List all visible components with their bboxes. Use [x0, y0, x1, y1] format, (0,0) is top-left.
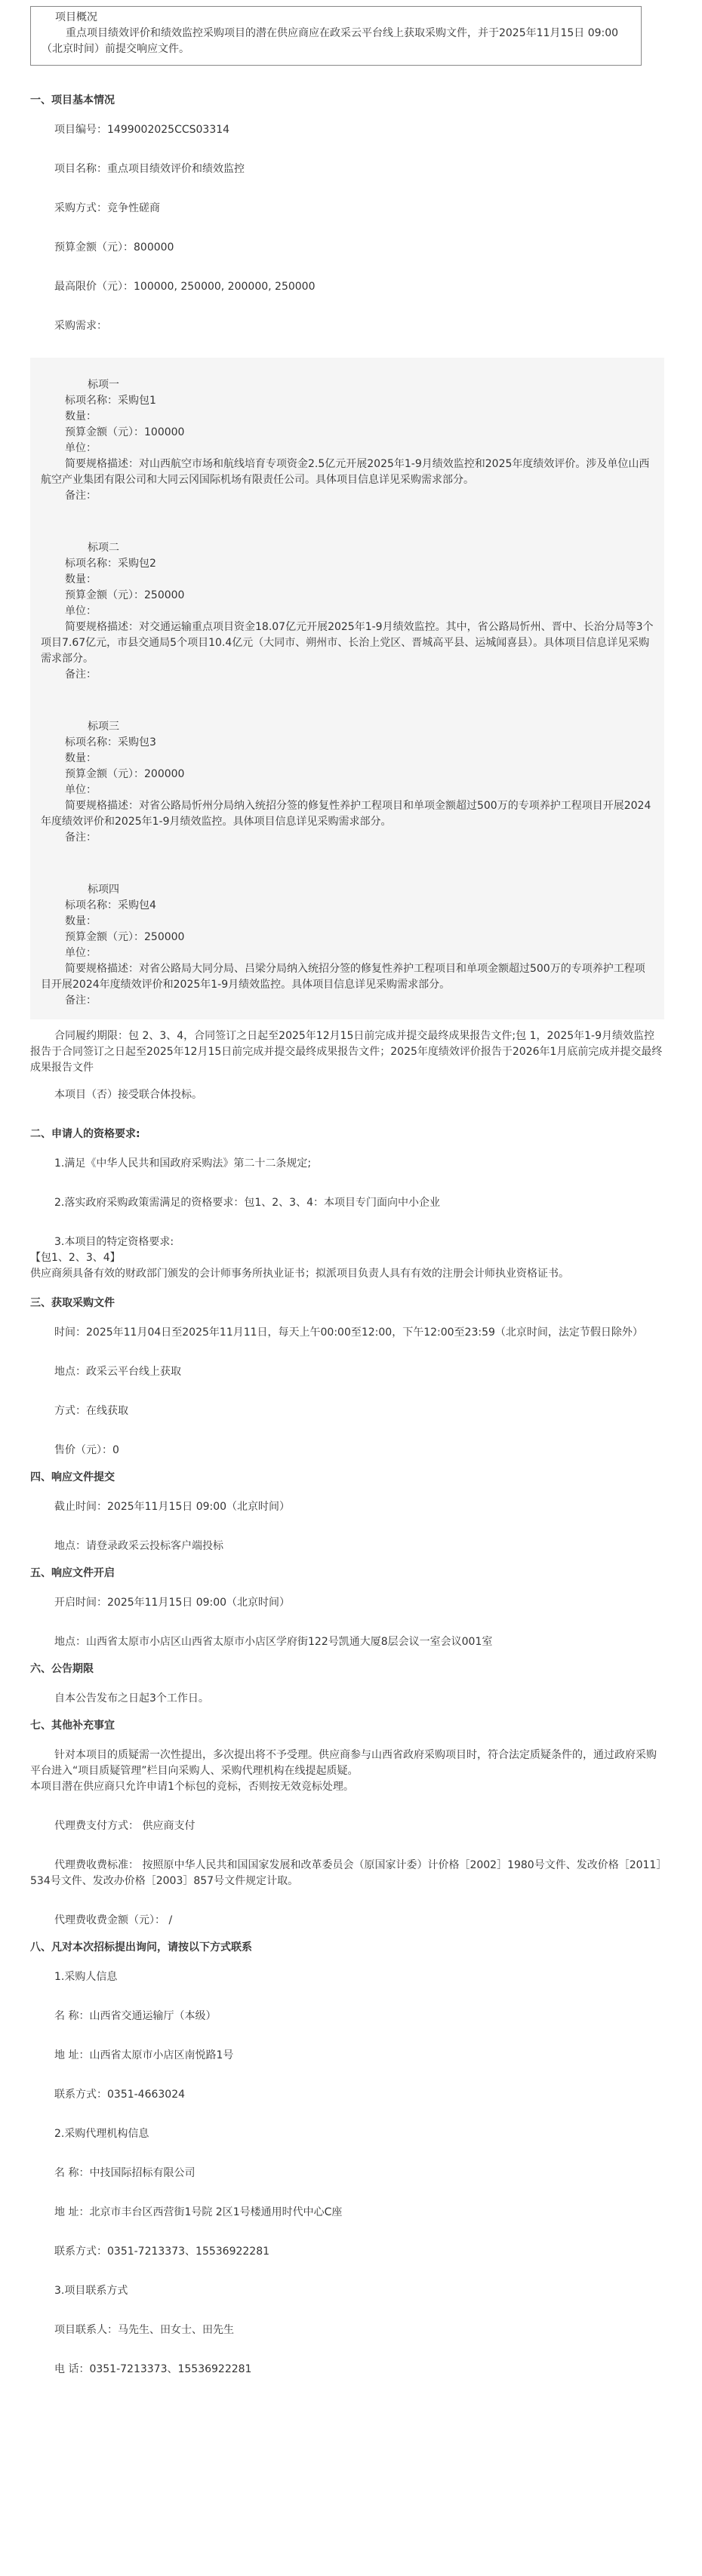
agency-fee-payment: 代理费支付方式： 供应商支付 — [54, 1820, 196, 1832]
section-1-heading: 一、项目基本情况 — [30, 94, 115, 106]
lot-quantity: 数量： — [65, 915, 97, 927]
project-summary-box — [30, 6, 642, 66]
lot-note: 备注： — [65, 669, 97, 681]
buyer-info-title: 1.采购人信息 — [54, 1971, 118, 1983]
project-contact-phone: 电 话：0351-7213373、15536922281 — [54, 2363, 252, 2375]
acquire-place: 地点：政采云平台线上获取 — [54, 1366, 181, 1378]
buyer-address: 地 址：山西省太原市小店区南悦路1号 — [54, 2049, 234, 2061]
section-6-heading: 六、公告期限 — [30, 1663, 94, 1675]
lot-name: 标项名称：采购包3 — [65, 736, 156, 749]
lot-item — [41, 719, 654, 846]
summary-title: 项目概况 — [55, 11, 97, 23]
qualification-3-packages: 【包1、2、3、4】 — [30, 1252, 121, 1264]
lot-quantity: 数量： — [65, 573, 97, 586]
project-number: 项目编号：1499002025CCS03314 — [54, 124, 230, 136]
consortium-note: 本项目（否）接受联合体投标。 — [54, 1089, 202, 1101]
lot-unit: 单位： — [65, 605, 97, 617]
section-4-heading: 四、响应文件提交 — [30, 1471, 115, 1483]
section-8-heading: 八、凡对本次招标提出询问，请按以下方式联系 — [30, 1941, 252, 1954]
lot-name: 标项名称：采购包1 — [65, 395, 156, 407]
section-3-heading: 三、获取采购文件 — [30, 1297, 115, 1309]
submit-deadline: 截止时间：2025年11月15日 09:00（北京时间） — [54, 1501, 291, 1513]
lot-unit: 单位： — [65, 784, 97, 796]
max-price: 最高限价（元）：100000, 250000, 200000, 250000 — [54, 281, 316, 293]
agency-fee-basis: 代理费收费标准： 按照原中华人民共和国国家发展和改革委员会（原国家计委）计价格［2002］1980号文件、发改价格［2011］534号文件、发改办价格［2003］857号文件规定计取。 — [30, 1859, 662, 1887]
procurement-demand-label: 采购需求： — [54, 320, 107, 332]
notice-period: 自本公告发布之日起3个工作日。 — [54, 1692, 209, 1705]
lot-budget: 预算金额（元）：250000 — [65, 589, 185, 601]
qualification-3-text: 供应商须具备有效的财政部门颁发的会计师事务所执业证书；拟派项目负责人具有有效的注册会计师执业资格证书。 — [30, 1268, 569, 1280]
agent-info-title: 2.采购代理机构信息 — [54, 2128, 149, 2140]
lot-name: 标项名称：采购包2 — [65, 558, 156, 570]
agent-phone: 联系方式：0351-7213373、15536922281 — [54, 2246, 270, 2258]
lot-title: 标项三 — [88, 721, 119, 733]
lot-name: 标项名称：采购包4 — [65, 899, 156, 911]
contract-period: 合同履约期限：包 2、3、4，合同签订之日起至2025年12月15日前完成并提交最终成果报告文件;包 1，2025年1-9月绩效监控报告于合同签订之日起至2025年12月15日前完成并提交最终成果报告文件；2025年度绩效评价报告于2026年1月底前完成并提交最终成果报告文件 — [30, 1030, 663, 1074]
project-name: 项目名称：重点项目绩效评价和绩效监控 — [54, 163, 245, 175]
lot-item — [41, 540, 654, 683]
lot-budget: 预算金额（元）：200000 — [65, 768, 185, 780]
procurement-method: 采购方式：竞争性磋商 — [54, 202, 160, 214]
submit-place: 地点：请登录政采云投标客户端投标 — [54, 1540, 223, 1552]
announcement-page — [30, 6, 664, 2401]
summary-text: 重点项目绩效评价和绩效监控采购项目的潜在供应商应在政采云平台线上获取采购文件，并于2025年11月15日 09:00（北京时间）前提交响应文件。 — [42, 27, 619, 55]
qualification-2: 2.落实政府采购政策需满足的资格要求：包1、2、3、4：本项目专门面向中小企业 — [54, 1197, 440, 1209]
buyer-name: 名 称：山西省交通运输厅（本级） — [54, 2010, 217, 2022]
lot-description: 简要规格描述：对省公路局大同分局、吕梁分局纳入统招分签的修复性养护工程项目和单项金额超过500万的专项养护工程项目开展2024年度绩效评价和2025年1-9月绩效监控。具体项目信息详见采购需求部分。 — [41, 963, 645, 991]
lot-title: 标项一 — [88, 379, 119, 391]
lot-unit: 单位： — [65, 947, 97, 959]
project-contact-people: 项目联系人：马先生、田女士、田先生 — [54, 2324, 234, 2336]
lot-budget: 预算金额（元）：250000 — [65, 931, 185, 943]
lot-title: 标项四 — [88, 884, 119, 896]
opening-time: 开启时间：2025年11月15日 09:00（北京时间） — [54, 1597, 291, 1609]
bid-limit-rule: 本项目潜在供应商只允许申请1个标包的竞标，否则按无效竞标处理。 — [30, 1781, 354, 1793]
section-2-heading: 二、申请人的资格要求: — [30, 1128, 140, 1140]
lot-item — [41, 882, 654, 1009]
acquire-time: 时间：2025年11月04日至2025年11月11日，每天上午00:00至12:00，下午12:00至23:59（北京时间，法定节假日除外） — [54, 1326, 643, 1339]
project-contact-title: 3.项目联系方式 — [54, 2285, 128, 2297]
lots-box — [30, 358, 664, 1019]
agent-address: 地 址：北京市丰台区西营街1号院 2区1号楼通用时代中心C座 — [54, 2206, 343, 2218]
lot-quantity: 数量： — [65, 752, 97, 764]
lot-quantity: 数量： — [65, 410, 97, 423]
agent-name: 名 称：中技国际招标有限公司 — [54, 2167, 196, 2179]
budget-amount: 预算金额（元）：800000 — [54, 241, 174, 254]
lot-budget: 预算金额（元）：100000 — [65, 426, 185, 438]
lot-note: 备注： — [65, 490, 97, 502]
lot-note: 备注： — [65, 994, 97, 1007]
lot-description: 简要规格描述：对山西航空市场和航线培育专项资金2.5亿元开展2025年1-9月绩效监控和2025年度绩效评价。涉及单位山西航空产业集团有限公司和大同云冈国际机场有限责任公司。具体项目信息详见采购需求部分。 — [41, 458, 650, 486]
acquire-price: 售价（元）：0 — [54, 1444, 119, 1456]
lot-note: 备注： — [65, 832, 97, 844]
lot-description: 简要规格描述：对省公路局忻州分局纳入统招分签的修复性养护工程项目和单项金额超过500万的专项养护工程项目开展2024年度绩效评价和2025年1-9月绩效监控。具体项目信息详见采购需求部分。 — [41, 800, 651, 828]
acquire-way: 方式：在线获取 — [54, 1405, 128, 1417]
lot-description: 简要规格描述：对交通运输重点项目资金18.07亿元开展2025年1-9月绩效监控。其中，省公路局忻州、晋中、长治分局等3个项目7.67亿元，市县交通局5个项目10.4亿元（大同市、朔州市、长治上党区、晋城高平县、运城闻喜县）。具体项目信息详见采购需求部分。 — [41, 621, 654, 665]
complaint-rule: 针对本项目的质疑需一次性提出，多次提出将不予受理。供应商参与山西省政府采购项目时，符合法定质疑条件的，通过政府采购平台进入“项目质疑管理”栏目向采购人、采购代理机构在线提起质疑。 — [30, 1749, 657, 1777]
agency-fee-amount: 代理费收费金额（元）： / — [54, 1914, 173, 1926]
lot-unit: 单位： — [65, 442, 97, 454]
buyer-phone: 联系方式：0351-4663024 — [54, 2089, 186, 2101]
lot-title: 标项二 — [88, 542, 119, 554]
qualification-1: 1.满足《中华人民共和国政府采购法》第二十二条规定; — [54, 1157, 312, 1170]
section-7-heading: 七、其他补充事宜 — [30, 1720, 115, 1732]
section-5-heading: 五、响应文件开启 — [30, 1567, 115, 1579]
qualification-3: 3.本项目的特定资格要求: — [54, 1236, 174, 1248]
opening-place: 地点：山西省太原市小店区山西省太原市小店区学府街122号凯通大厦8层会议一室会议001室 — [54, 1636, 493, 1648]
lot-item — [41, 377, 654, 504]
